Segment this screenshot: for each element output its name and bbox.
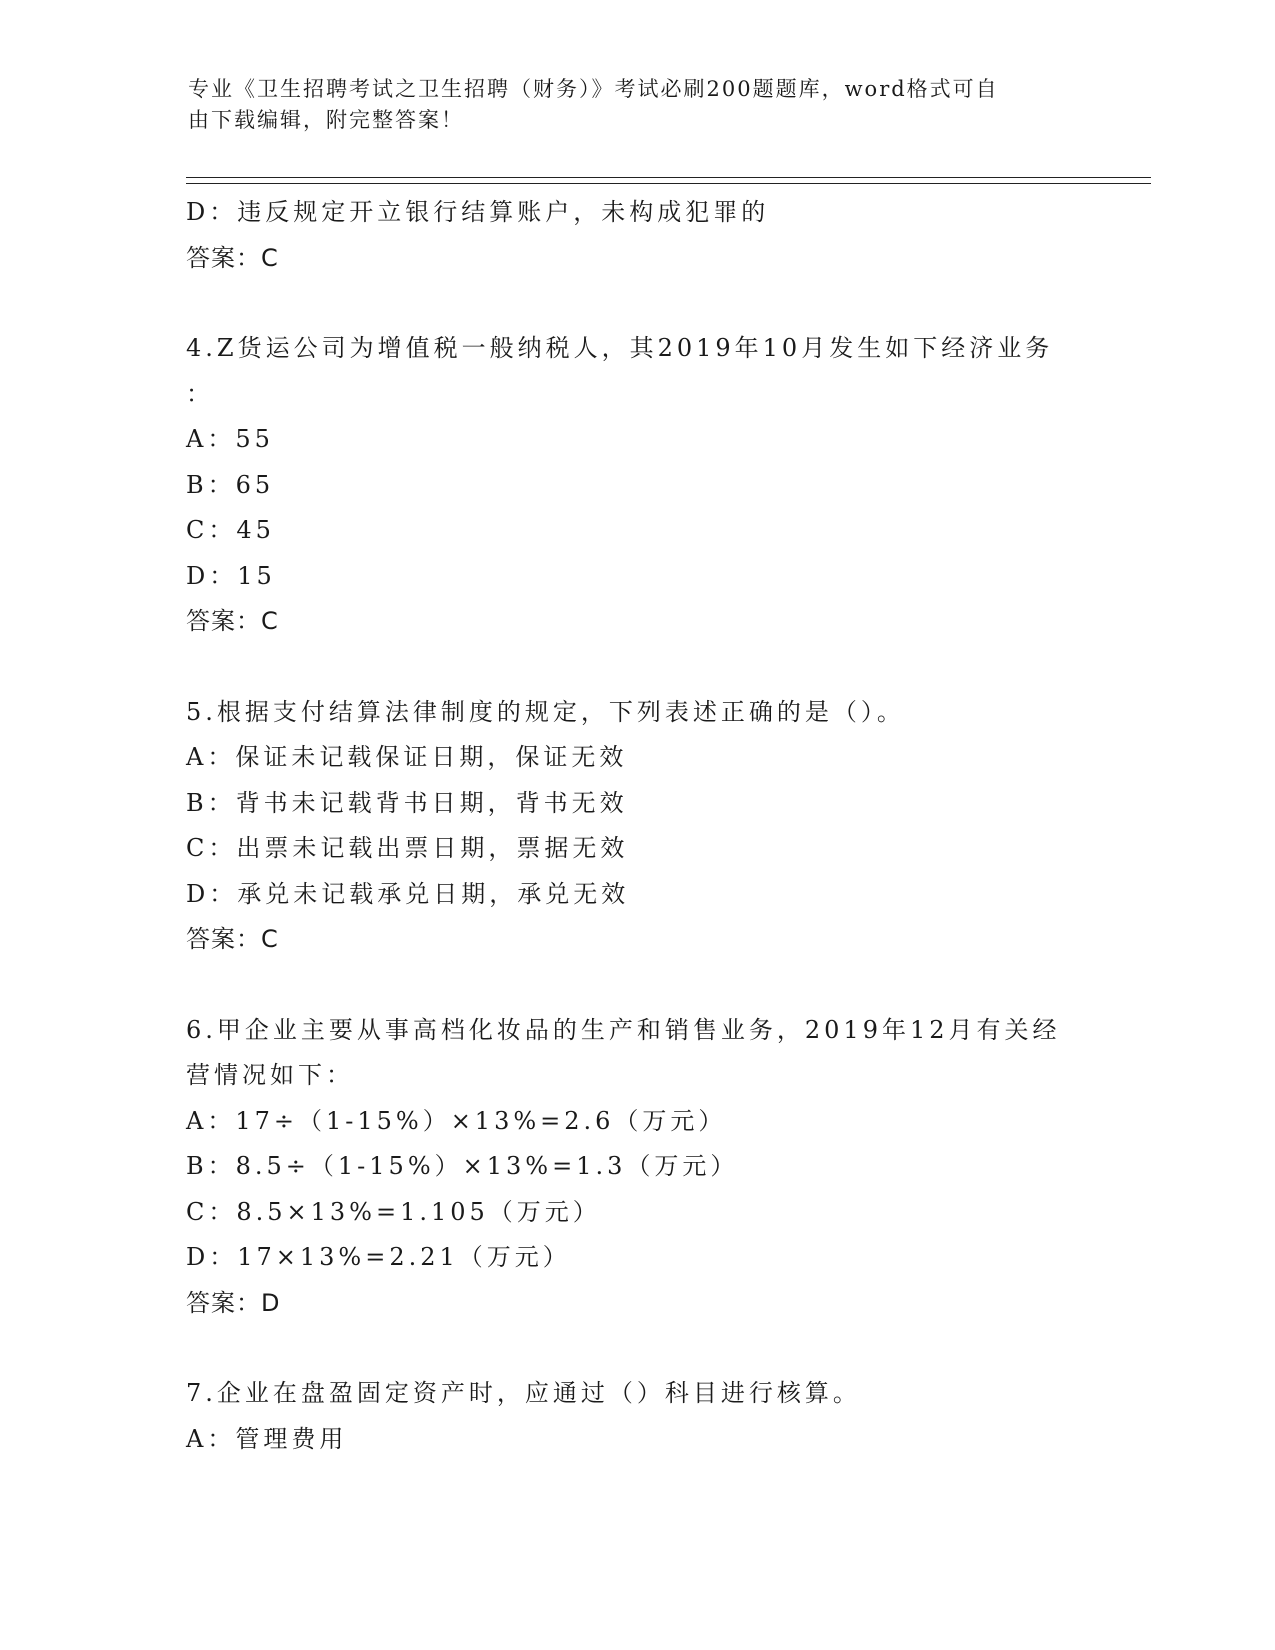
- option-item: B：65: [186, 470, 275, 499]
- question-text: 4.Z货运公司为增值税一般纳税人，其2019年10月发生如下经济业务: [186, 334, 1054, 362]
- answer-line: 答案：D: [186, 1288, 281, 1317]
- question-text: 6.甲企业主要从事高档化妆品的生产和销售业务，2019年12月有关经: [186, 1015, 1061, 1044]
- header-rule-bottom: [186, 183, 1151, 184]
- option-item: C：45: [186, 516, 275, 544]
- answer-line: 答案：C: [186, 925, 279, 953]
- question-text: ：: [186, 379, 214, 408]
- question-text: 营情况如下：: [186, 1061, 354, 1089]
- document-header: [188, 74, 1068, 136]
- header-rule-top: [186, 177, 1151, 178]
- option-item: A：17÷（1-15%）×13%=2.6（万元）: [186, 1106, 727, 1135]
- question-block: [186, 690, 1091, 963]
- option-item: A：管理费用: [186, 1424, 348, 1453]
- question-text: 7.企业在盘盈固定资产时，应通过（）科目进行核算。: [186, 1379, 861, 1407]
- option-item: B：背书未记载背书日期，背书无效: [186, 788, 628, 817]
- header-line-1: 专业《卫生招聘考试之卫生招聘（财务）》考试必刷200题题库，word格式可自: [188, 77, 999, 101]
- question-text: 5.根据支付结算法律制度的规定，下列表述正确的是（）。: [186, 697, 905, 726]
- option-item: B：8.5÷（1-15%）×13%=1.3（万元）: [186, 1152, 739, 1180]
- option-item: A：55: [186, 425, 274, 453]
- question-block: [186, 326, 1091, 645]
- answer-line: 答案：C: [186, 607, 279, 635]
- option-item: D：17×13%=2.21（万元）: [186, 1243, 571, 1271]
- question-block: [186, 190, 1091, 281]
- option-item: D：承兑未记载承兑日期，承兑无效: [186, 879, 630, 908]
- option-item: C：8.5×13%=1.105（万元）: [186, 1197, 601, 1226]
- answer-line: 答案：C: [186, 243, 279, 272]
- option-item: D：15: [186, 561, 276, 590]
- header-line-2: 由下载编辑，附完整答案！: [188, 108, 464, 132]
- option-item: A：保证未记载保证日期，保证无效: [186, 743, 628, 771]
- option-item: D：违反规定开立银行结算账户，未构成犯罪的: [186, 198, 770, 226]
- question-list: [186, 190, 1091, 1507]
- option-item: C：出票未记载出票日期，票据无效: [186, 834, 629, 862]
- question-block: [186, 1371, 1091, 1462]
- question-block: [186, 1008, 1091, 1327]
